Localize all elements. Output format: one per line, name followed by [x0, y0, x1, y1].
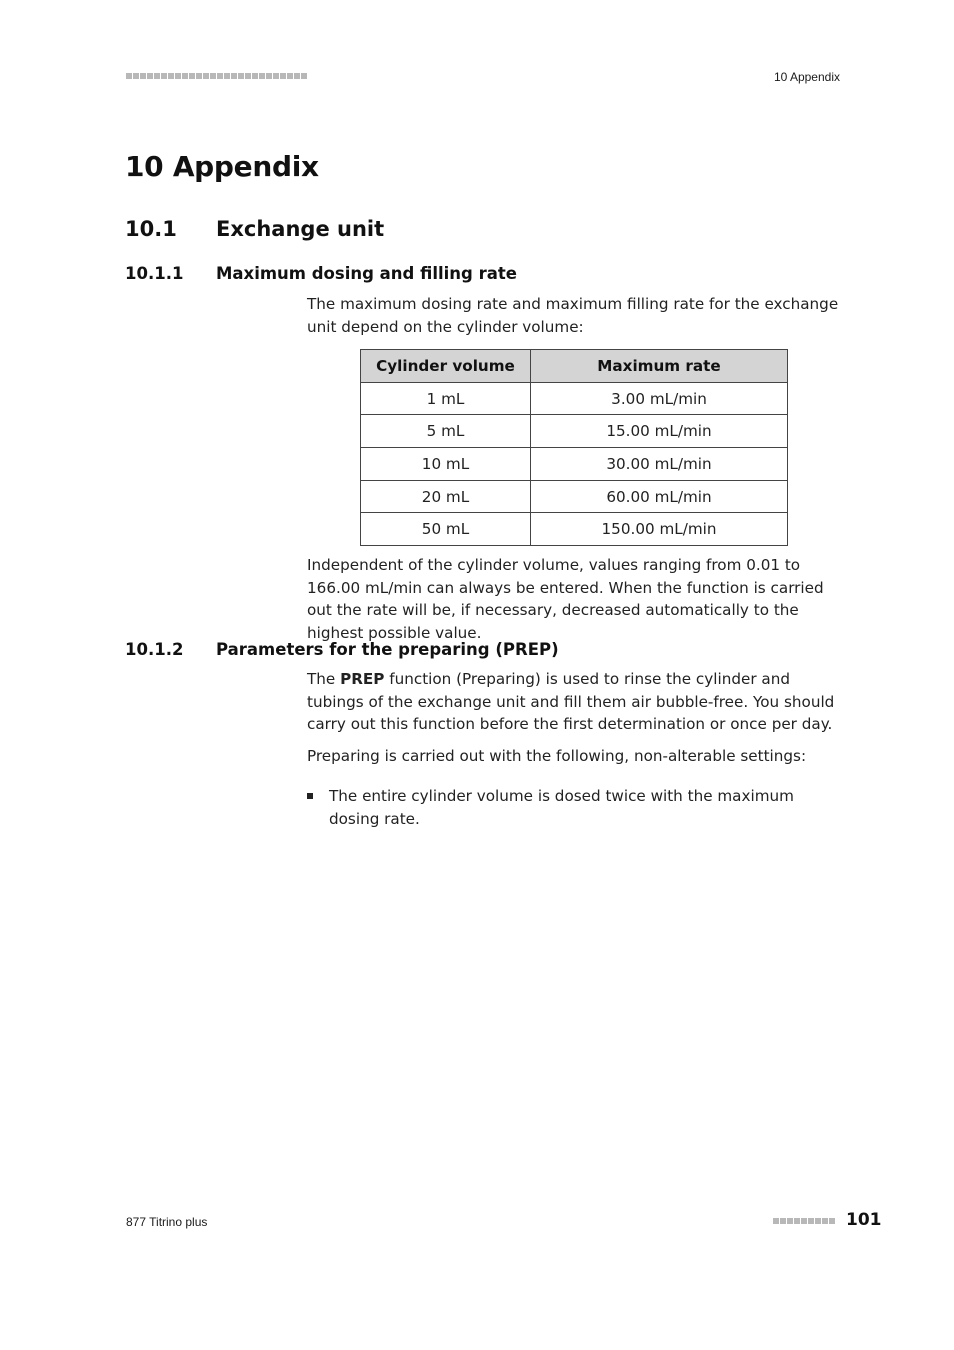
table-cell: 1 mL [361, 382, 531, 415]
table-row [361, 382, 788, 415]
table-header-cell: Cylinder volume [361, 350, 531, 383]
table-cell: 150.00 mL/min [531, 513, 788, 546]
list-item [307, 785, 847, 830]
subsection-number: 10.1.1 [125, 264, 184, 283]
table-cell: 3.00 mL/min [531, 382, 788, 415]
subsection-title: Maximum dosing and filling rate [216, 264, 517, 283]
table-cell: 5 mL [361, 415, 531, 448]
table-header-cell: Maximum rate [531, 350, 788, 383]
prep-settings-paragraph: Preparing is carried out with the following, non-alterable settings: [307, 747, 807, 765]
table-row [361, 448, 788, 481]
rate-intro-paragraph: The maximum dosing rate and maximum filling rate for the exchange unit depend on the cylinder volume: [307, 295, 839, 336]
table-cell: 60.00 mL/min [531, 480, 788, 513]
rate-note-paragraph: Independent of the cylinder volume, values ranging from 0.01 to 166.00 mL/min can always be entered. When the function is carried out the rate will be, if necessary, decreased automatically to the highest possible value. [307, 556, 824, 642]
table-row [361, 513, 788, 546]
prep-keyword: PREP [340, 670, 385, 688]
section-number: 10.1 [125, 217, 177, 241]
bullet-icon [307, 793, 313, 799]
section-heading-10-1 [125, 217, 384, 241]
table-cell: 10 mL [361, 448, 531, 481]
prep-paragraph [307, 668, 847, 736]
list-item-text: The entire cylinder volume is dosed twice with the maximum dosing rate. [329, 787, 794, 828]
subsection-number: 10.1.2 [125, 640, 184, 659]
footer-dot-bar [773, 1218, 835, 1224]
rate-table [360, 349, 788, 546]
table-row [361, 480, 788, 513]
subsection-heading-10-1-1 [125, 264, 517, 283]
section-title: Exchange unit [216, 217, 385, 241]
chapter-title: 10 Appendix [125, 150, 319, 183]
prep-text-prefix: The [307, 670, 341, 688]
table-cell: 50 mL [361, 513, 531, 546]
table-cell: 15.00 mL/min [531, 415, 788, 448]
subsection-title: Parameters for the preparing (PREP) [216, 640, 559, 659]
header-dot-bar [126, 73, 307, 79]
table-cell: 30.00 mL/min [531, 448, 788, 481]
running-header: 10 Appendix [773, 70, 840, 84]
footer-product-name: 877 Titrino plus [126, 1215, 208, 1229]
table-row [361, 415, 788, 448]
prep-text-rest: function (Preparing) is used to rinse the cylinder and tubings of the exchange unit and fill them air bubble-free. You should carry out this function before the first determination or once per day. [307, 670, 835, 733]
table-header-row [361, 350, 788, 383]
page-number: 101 [846, 1210, 882, 1230]
subsection-heading-10-1-2 [125, 640, 559, 659]
table-cell: 20 mL [361, 480, 531, 513]
